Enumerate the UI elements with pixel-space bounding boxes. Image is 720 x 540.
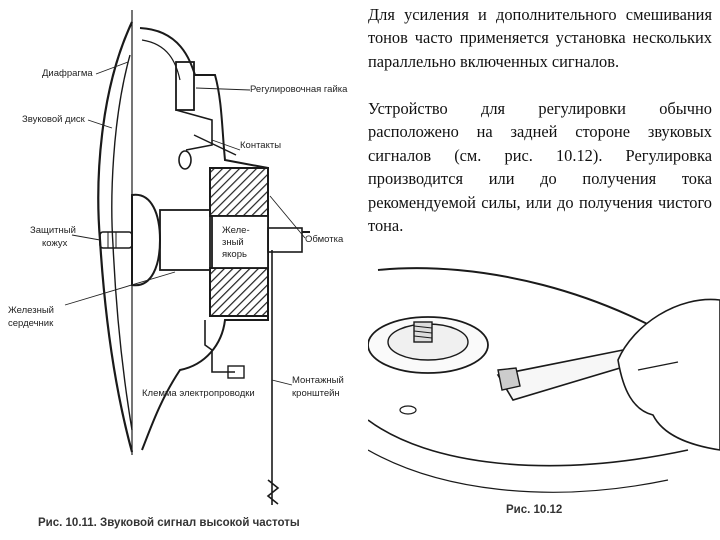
paragraph-1: Для усиления и дополнительного смешивания тонов часто применяется установка нескольких параллельно включенных сигналов. bbox=[368, 5, 712, 71]
adjustment-figure bbox=[368, 250, 720, 540]
winding-top bbox=[210, 168, 268, 216]
label-winding: Обмотка bbox=[305, 234, 344, 245]
label-mounting-bracket-2: кронштейн bbox=[292, 388, 340, 399]
label-iron-core-2: сердечник bbox=[8, 318, 54, 329]
label-sound-disc: Звуковой диск bbox=[22, 114, 85, 125]
adjusting-nut-shape bbox=[176, 62, 194, 110]
label-protective-casing-2: кожух bbox=[42, 238, 68, 249]
label-adjusting-nut: Регулировочная гайка bbox=[250, 84, 348, 95]
label-iron-armature-2: зный bbox=[222, 237, 244, 248]
figure-2-caption: Рис. 10.12 bbox=[506, 504, 563, 516]
protective-casing bbox=[132, 195, 160, 286]
paragraph-2: Устройство для регулировки обычно расположено на задней стороне звуковых сигналов (см. рис. 10.12). Регулировка производится или до получения тока рекомендуемой силы, или до получения чистого тона. bbox=[368, 99, 712, 236]
winding-bottom bbox=[210, 268, 268, 316]
label-iron-core-1: Железный bbox=[8, 305, 54, 316]
label-mounting-bracket-1: Монтажный bbox=[292, 375, 344, 386]
label-protective-casing-1: Защитный bbox=[30, 225, 76, 236]
label-diaphragm: Диафрагма bbox=[42, 68, 93, 79]
mounting-bracket bbox=[268, 250, 278, 505]
figure-1-caption: Рис. 10.11. Звуковой сигнал высокой частоты bbox=[38, 517, 300, 529]
iron-core bbox=[160, 210, 210, 270]
label-wiring-terminal: Клемма электропроводки bbox=[142, 388, 255, 399]
label-contacts: Контакты bbox=[240, 140, 282, 151]
label-iron-armature-1: Желе- bbox=[222, 225, 250, 236]
label-iron-armature-3: якорь bbox=[222, 249, 247, 260]
hand bbox=[618, 299, 720, 450]
terminal bbox=[205, 320, 235, 372]
diaphragm-outline bbox=[98, 22, 132, 452]
